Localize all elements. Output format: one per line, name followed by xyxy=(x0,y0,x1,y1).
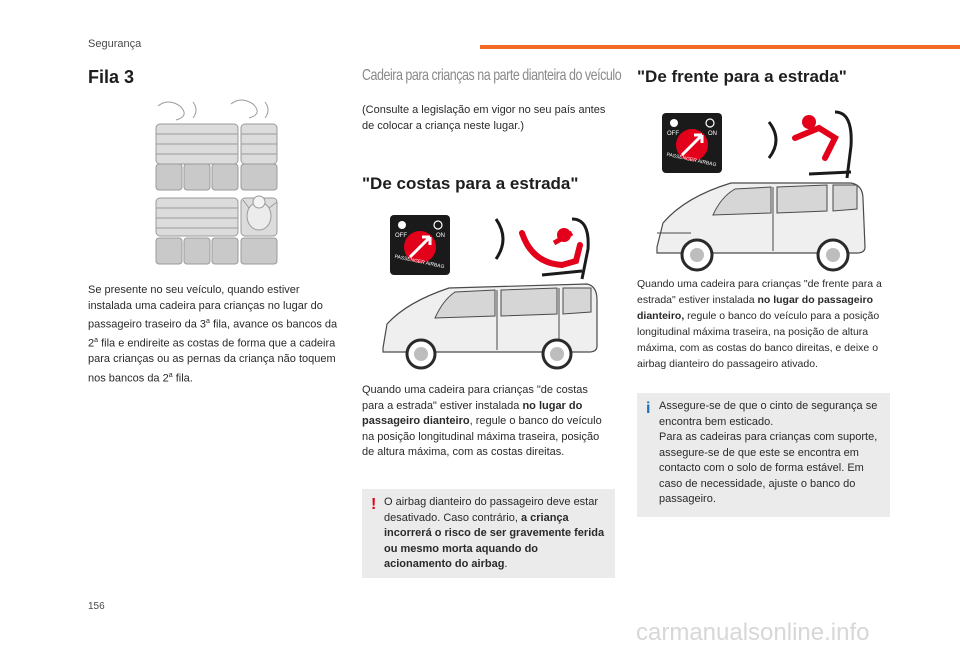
rear-facing-child-seat-icon xyxy=(492,213,602,283)
van-front-three-quarter-icon xyxy=(651,177,876,277)
header-section-label: Segurança xyxy=(88,38,142,50)
label-passenger-airbag: PASSENGER AIRBAG xyxy=(665,151,717,169)
heading-de-costas: "De costas para a estrada" xyxy=(362,174,579,193)
rear-seats-diagram-icon xyxy=(153,98,283,268)
forward-facing-child-seat-icon xyxy=(765,108,865,180)
header-accent-bar xyxy=(480,45,960,49)
de-costas-body: Quando uma cadeira para crianças "de costas para a estrada" estiver instalada no lugar do passageiro dianteiro, regule o banco do veículo na posição longitudinal máxima traseira, posição de altura máxima, com as costas direitas. xyxy=(362,384,602,458)
van-side-view-icon xyxy=(377,280,602,375)
airbag-warning-box xyxy=(362,489,615,578)
seatbelt-info-text: Assegure-se de que o cinto de segurança se encontra bem esticado. Para as cadeiras para crianças com suporte, assegure-se de que este se encontra em contacto com o solo de forma estável. Em caso de necessidade, ajuste o banco do passageiro. xyxy=(659,400,878,505)
heading-cadeira-dianteira: Cadeira para crianças na parte dianteira do veículo xyxy=(362,67,622,84)
de-frente-body: Quando uma cadeira para crianças "de frente para a estrada" estiver instalada no lugar do passageiro dianteiro, regule o banco do veículo para a posição longitudinal máxima traseira, na posição de altura máxima, com as costas do banco direitas, e deixe o airbag dianteiro do passageiro ativado. xyxy=(637,278,882,370)
label-passenger-airbag: PASSENGER AIRBAG xyxy=(393,253,445,271)
info-icon: i xyxy=(646,400,651,417)
heading-de-frente: "De frente para a estrada" xyxy=(637,67,847,86)
passenger-airbag-off-label-icon xyxy=(390,215,450,275)
airbag-warning-text: O airbag dianteiro do passageiro deve estar desativado. Caso contrário, a criança incorrerá o risco de ser gravemente ferida ou mesmo morta aquando do acionamento do airbag. xyxy=(384,496,605,570)
label-off: OFF xyxy=(667,131,679,137)
passenger-airbag-on-label-icon xyxy=(662,113,722,173)
watermark-text: carmanualsonline.info xyxy=(636,619,870,646)
label-on: ON xyxy=(708,131,717,137)
heading-fila-3: Fila 3 xyxy=(88,67,135,87)
seatbelt-info-box xyxy=(637,393,890,517)
intro-legislacao: (Consulte a legislação em vigor no seu país antes de colocar a criança neste lugar.) xyxy=(362,104,606,132)
page-number: 156 xyxy=(88,601,105,612)
fila-3-body: Se presente no seu veículo, quando estiver instalada uma cadeira para crianças no lugar do passageiro traseiro da 3$^a$ fila, avance os bancos da 2$^a$ fila e endireite as costas de forma que a cadeira para crianças ou as pernas da criança não toquem nos bancos da 2$^a$ fila. xyxy=(88,284,338,385)
label-on: ON xyxy=(436,233,445,239)
label-off: OFF xyxy=(395,233,407,239)
warning-icon: ! xyxy=(371,496,377,513)
